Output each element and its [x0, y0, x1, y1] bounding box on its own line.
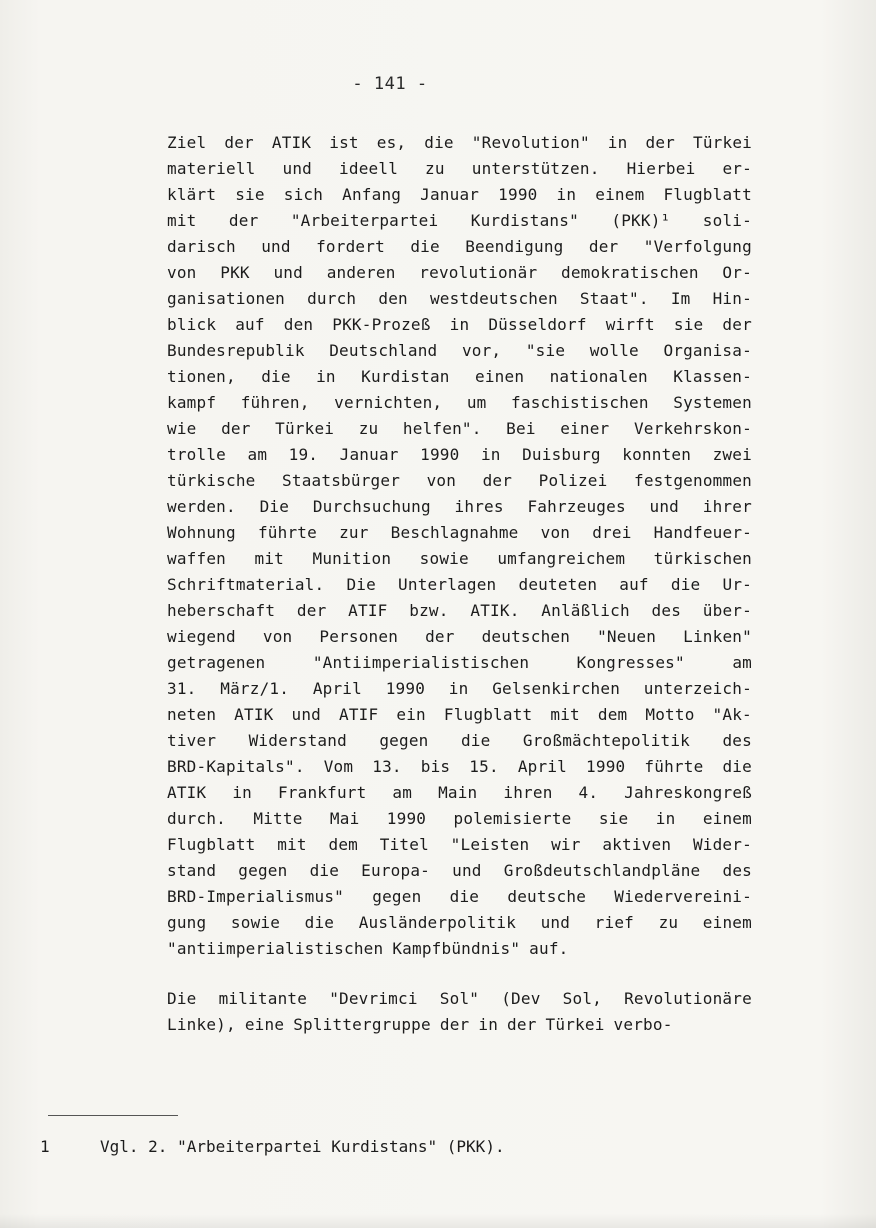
text-line [167, 572, 752, 598]
text-line [167, 728, 752, 754]
word: Munition [312, 549, 392, 568]
word: Januar [420, 185, 480, 204]
word: Beendigung [465, 237, 564, 256]
word: Düsseldorf [488, 315, 587, 334]
word: in [607, 133, 628, 152]
word: in [449, 315, 470, 334]
word: Polizei [538, 471, 608, 490]
word: einem [702, 809, 752, 828]
word: mit [277, 835, 307, 854]
word: Staat". [579, 289, 649, 308]
text-line [167, 442, 752, 468]
word: auf. [529, 939, 569, 958]
text-line [167, 832, 752, 858]
word: (Dev [501, 989, 541, 1008]
word: Or- [722, 263, 752, 282]
word: wolle [589, 341, 639, 360]
word: einem [702, 913, 752, 932]
word: ihres [454, 497, 504, 516]
word: die [261, 367, 291, 386]
word: der [507, 1015, 537, 1034]
word: 1990 [386, 809, 427, 828]
word: ihrer [702, 497, 752, 516]
word: Großmächtepolitik [522, 731, 691, 750]
text-line [167, 806, 752, 832]
word: am [732, 653, 752, 672]
word: aktiven [602, 835, 672, 854]
word: Klassen- [673, 367, 752, 386]
word: Frankfurt [277, 783, 367, 802]
text-line [167, 780, 752, 806]
word: türkischen [653, 549, 752, 568]
word: den [378, 289, 408, 308]
text-line [167, 468, 752, 494]
word: "Leisten [450, 835, 530, 854]
word: dem [328, 835, 358, 854]
word: auf [619, 575, 649, 594]
text-line [167, 598, 752, 624]
word: wir [551, 835, 581, 854]
word: der [588, 237, 619, 256]
word: 1990 [385, 679, 426, 698]
text-line [167, 1012, 752, 1038]
word: der [221, 419, 251, 438]
word: bzw. [409, 601, 449, 620]
word: vor, [461, 341, 502, 360]
word: 19. [288, 445, 319, 464]
word: zwei [712, 445, 752, 464]
word: "Revolution" [471, 133, 590, 152]
paragraph-2 [167, 986, 752, 1038]
word: ist [329, 133, 359, 152]
word: April [517, 757, 567, 776]
word: "Neuen [597, 627, 657, 646]
word: gegen [379, 731, 429, 750]
word: der [224, 133, 254, 152]
word: soli- [702, 211, 752, 230]
word: die [722, 757, 752, 776]
word: Beschlagnahme [390, 523, 519, 542]
word: "Devrimci [329, 989, 418, 1008]
word: 4. [578, 783, 599, 802]
word: von [167, 263, 197, 282]
word: er- [722, 159, 752, 178]
word: zur [339, 523, 369, 542]
footnote [40, 1135, 505, 1159]
word: anderen [326, 263, 396, 282]
word: materiell [167, 159, 256, 178]
word: zu [358, 419, 379, 438]
text-line [167, 208, 752, 234]
word: in [316, 367, 336, 386]
word: Hierbei [626, 159, 696, 178]
text-line [167, 234, 752, 260]
word: Linke), [167, 1015, 236, 1034]
word: Ur- [722, 575, 752, 594]
text-line [167, 260, 752, 286]
word: polemisierte [453, 809, 572, 828]
word: eine [244, 1015, 285, 1034]
word: ATIK. [470, 601, 520, 620]
word: durch [307, 289, 357, 308]
word: "Verfolgung [643, 237, 752, 256]
word: nationalen [549, 367, 648, 386]
word: Im [670, 289, 691, 308]
word: Linken" [683, 627, 752, 646]
word: blick [167, 315, 217, 334]
text-line [167, 182, 752, 208]
text-line [167, 624, 752, 650]
footnote-divider [48, 1115, 178, 1116]
word: "Ak- [712, 705, 752, 724]
word: Widerstand [248, 731, 347, 750]
word: Verkehrskon- [633, 419, 752, 438]
word: die [670, 575, 701, 594]
word: rief [594, 913, 634, 932]
text-line [167, 364, 752, 390]
word: und [540, 913, 571, 932]
text-line [167, 338, 752, 364]
word: Europa- [361, 861, 431, 880]
word: demokratischen [561, 263, 699, 282]
word: einer [560, 419, 610, 438]
text-line [167, 986, 752, 1012]
word: Anfang [342, 185, 402, 204]
word: helfen". [402, 419, 482, 438]
word: Gelsenkirchen [492, 679, 621, 698]
word: und [452, 861, 482, 880]
word: deutschen [481, 627, 571, 646]
word: von [540, 523, 571, 542]
word: Unterlagen [398, 575, 497, 594]
word: Systemen [673, 393, 752, 412]
word: Die [259, 497, 290, 516]
word: Staatsbürger [282, 471, 401, 490]
word: getragenen [167, 653, 266, 672]
word: Mai [329, 809, 360, 828]
word: Kurdistans" [470, 211, 579, 230]
word: die [304, 913, 335, 932]
word: des [651, 601, 682, 620]
word: der [722, 315, 752, 334]
word: in [556, 185, 577, 204]
word: Durchsuchung [312, 497, 431, 516]
word: zu [425, 159, 445, 178]
word: Main [438, 783, 478, 802]
word: und [273, 263, 303, 282]
word: klärt [167, 185, 217, 204]
word: wiegend [167, 627, 236, 646]
word: revolutionär [419, 263, 538, 282]
word: "sie [525, 341, 566, 360]
word: die [410, 237, 440, 256]
word: Januar [339, 445, 399, 464]
word: "Arbeiterpartei [290, 211, 439, 230]
word: März/1. [220, 679, 290, 698]
word: um [466, 393, 487, 412]
word: deuteten [518, 575, 598, 594]
word: der [296, 601, 327, 620]
word: ATIF [348, 601, 388, 620]
word: ihren [503, 783, 553, 802]
word: Flugblatt [443, 705, 533, 724]
word: faschistischen [511, 393, 649, 412]
word: darisch [167, 237, 236, 256]
word: in [480, 445, 501, 464]
word: ganisationen [167, 289, 285, 308]
word: fordert [316, 237, 385, 256]
word: führte [644, 757, 704, 776]
word: Motto [645, 705, 695, 724]
word: und [291, 705, 322, 724]
word: führte [257, 523, 317, 542]
word: Bei [506, 419, 536, 438]
text-line [167, 416, 752, 442]
word: Wiedervereini- [614, 887, 752, 906]
text-line [167, 702, 752, 728]
word: Kurdistan [361, 367, 450, 386]
word: führen, [240, 393, 310, 412]
word: unterzeich- [643, 679, 752, 698]
word: 31. [167, 679, 197, 698]
word: mit [254, 549, 284, 568]
word: April [312, 679, 362, 698]
word: Türkei [693, 133, 752, 152]
word: von [426, 471, 457, 490]
word: stand [167, 861, 217, 880]
word: den [283, 315, 314, 334]
word: Deutschland [329, 341, 438, 360]
text-line [167, 936, 752, 962]
text-line [167, 910, 752, 936]
word: ATIF [339, 705, 379, 724]
word: 1990 [420, 445, 460, 464]
word: sie [235, 185, 265, 204]
word: am [392, 783, 413, 802]
word: tiver [167, 731, 217, 750]
word: Titel [379, 835, 429, 854]
word: gung [167, 913, 207, 932]
word: in [478, 1015, 499, 1034]
word: konnten [622, 445, 692, 464]
word: 1990 [586, 757, 626, 776]
word: sowie [230, 913, 281, 932]
word: in [448, 679, 469, 698]
word: PKK [220, 263, 250, 282]
scan-shadow [0, 1214, 876, 1228]
word: trolle [167, 445, 226, 464]
word: kampf [167, 393, 217, 412]
word: sowie [419, 549, 469, 568]
text-line [167, 390, 752, 416]
word: Türkei [275, 419, 335, 438]
word: Personen [319, 627, 399, 646]
word: die [460, 731, 491, 750]
word: PKK-Prozeß [332, 315, 431, 334]
word: (PKK)¹ [611, 211, 671, 230]
word: Wider- [692, 835, 752, 854]
word: am [247, 445, 268, 464]
word: dem [597, 705, 628, 724]
word: der [228, 211, 259, 230]
word: sie [598, 809, 629, 828]
word: des [722, 861, 752, 880]
word: gegen [238, 861, 288, 880]
word: Flugblatt [167, 835, 256, 854]
text-line [167, 546, 752, 572]
word: durch. [167, 809, 226, 828]
word: zu [658, 913, 679, 932]
word: Revolutionäre [624, 989, 752, 1008]
word: gegen [372, 887, 422, 906]
word: Splittergruppe [293, 1015, 431, 1034]
word: ein [396, 705, 426, 724]
text-line [167, 286, 752, 312]
word: wirft [605, 315, 655, 334]
word: Jahreskongreß [624, 783, 752, 802]
word: türkische [167, 471, 256, 490]
word: waffen [167, 549, 226, 568]
word: Schriftmaterial. [167, 575, 325, 594]
word: BRD-Imperialismus" [167, 887, 344, 906]
word: einen [475, 367, 525, 386]
word: der [425, 627, 455, 646]
word: Ziel [167, 133, 207, 152]
word: umfangreichem [497, 549, 626, 568]
word: Die [346, 575, 376, 594]
word: 13. [372, 757, 402, 776]
word: mit [550, 705, 580, 724]
word: und [649, 497, 680, 516]
page-number: - 141 - [352, 74, 428, 94]
word: Sol, [562, 989, 602, 1008]
word: Anläßlich [541, 601, 630, 620]
word: BRD-Kapitals". [167, 757, 305, 776]
word: in [232, 783, 252, 802]
text-line [167, 858, 752, 884]
word: Kongresses" [576, 653, 685, 672]
word: Organisa- [663, 341, 752, 360]
word: des [722, 731, 752, 750]
word: Wohnung [167, 523, 236, 542]
word: ATIK [271, 133, 312, 152]
text-line [167, 520, 752, 546]
word: einem [595, 185, 645, 204]
word: 15. [469, 757, 499, 776]
word: Hin- [712, 289, 752, 308]
word: tionen, [167, 367, 236, 386]
footnote-mark: 1 [40, 1137, 50, 1156]
word: ATIK [167, 783, 207, 802]
word: Türkei [545, 1015, 605, 1034]
word: und [282, 159, 313, 178]
word: drei [592, 523, 632, 542]
word: über- [702, 601, 752, 620]
word: der [645, 133, 675, 152]
paragraph-1 [167, 130, 752, 962]
word: festgenommen [634, 471, 752, 490]
word: auf [235, 315, 265, 334]
word: Sol" [439, 989, 480, 1008]
word: Ausländerpolitik [358, 913, 517, 932]
word: sie [673, 315, 704, 334]
word: unterstützen. [471, 159, 600, 178]
word: Flugblatt [663, 185, 752, 204]
word: Handfeuer- [653, 523, 752, 542]
text-line [167, 494, 752, 520]
word: Duisburg [522, 445, 601, 464]
word: Vom [323, 757, 354, 776]
word: Bundesrepublik [167, 341, 305, 360]
text-line [167, 676, 752, 702]
word: vernichten, [334, 393, 443, 412]
word: Die [167, 989, 197, 1008]
word: Fahrzeuges [527, 497, 626, 516]
text-line [167, 754, 752, 780]
text-line [167, 312, 752, 338]
word: heberschaft [167, 601, 276, 620]
word: ideell [339, 159, 399, 178]
footnote-text: Vgl. 2. "Arbeiterpartei Kurdistans" (PKK). [100, 1137, 505, 1156]
word: die [449, 887, 480, 906]
word: "antiimperialistischen [167, 939, 384, 958]
word: sich [283, 185, 324, 204]
word: die [424, 133, 454, 152]
word: 1990 [498, 185, 538, 204]
word: westdeutschen [429, 289, 558, 308]
text-line [167, 156, 752, 182]
word: der [439, 1015, 470, 1034]
word: wie [167, 419, 197, 438]
word: Großdeutschlandpläne [503, 861, 701, 880]
word: es, [376, 133, 407, 152]
word: von [262, 627, 293, 646]
text-line [167, 130, 752, 156]
word: ATIK [234, 705, 274, 724]
word: verbo- [613, 1015, 673, 1034]
word: werden. [167, 497, 236, 516]
word: Kampfbündnis" [392, 939, 521, 958]
word: bis [420, 757, 451, 776]
word: "Antiimperialistischen [312, 653, 530, 672]
text-line [167, 650, 752, 676]
word: deutsche [507, 887, 587, 906]
word: Mitte [253, 809, 303, 828]
word: neten [167, 705, 217, 724]
word: in [655, 809, 676, 828]
word: und [261, 237, 291, 256]
word: militante [218, 989, 308, 1008]
text-line [167, 884, 752, 910]
word: mit [167, 211, 197, 230]
word: die [309, 861, 340, 880]
word: der [482, 471, 513, 490]
